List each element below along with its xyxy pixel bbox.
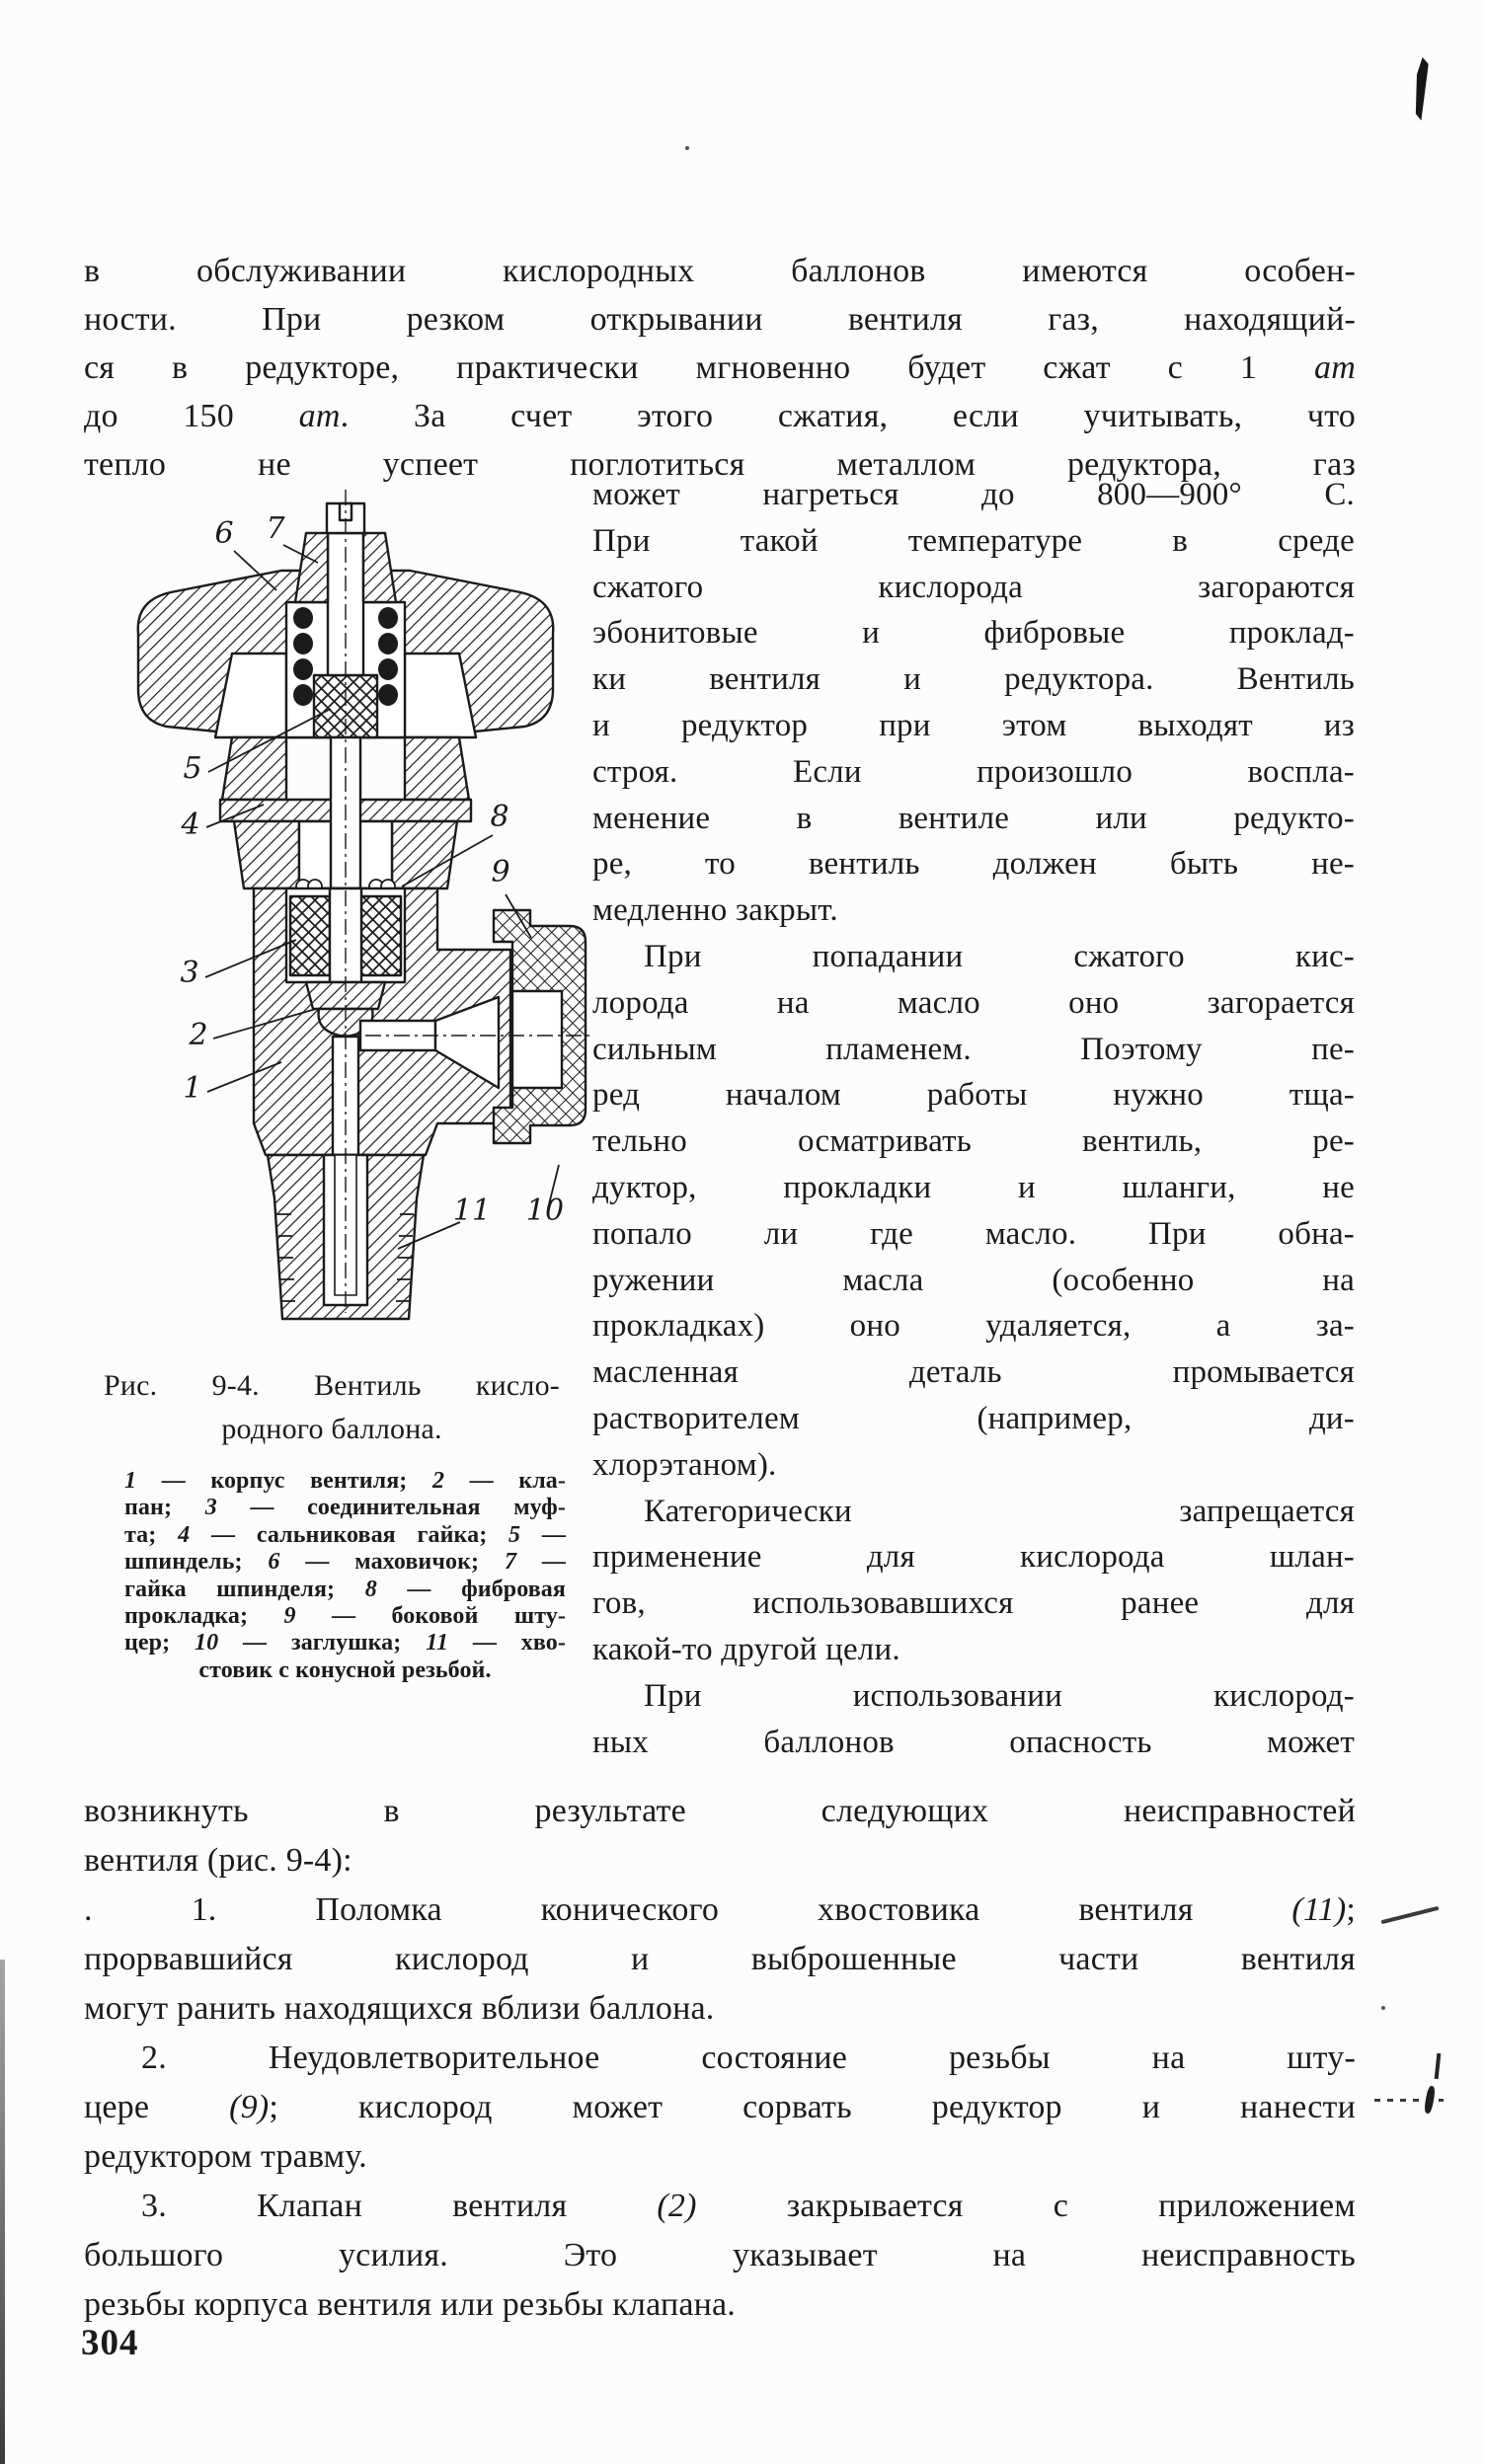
text-line: та; 4 — сальниковая гайка; 5 — (124, 1521, 566, 1548)
text-line: ки вентиля и редуктора. Вентиль (592, 661, 1355, 698)
text-line: тепло не успеет поглотиться металлом редуктора, газ (84, 446, 1356, 483)
text-line: ся в редукторе, практически мгновенно будет сжат с 1 ат (84, 349, 1356, 386)
right-column (592, 472, 1355, 1765)
text-line: хлорэтаном). (592, 1446, 777, 1483)
scan-mark (1435, 2053, 1442, 2079)
text-line: ности. При резком открывании вентиля газ, находящий- (84, 301, 1356, 338)
text-line: дуктор, прокладки и шланги, не (592, 1169, 1355, 1205)
page-number: 304 (81, 2323, 139, 2363)
text-line: прокладка; 9 — боковой шту- (124, 1603, 566, 1630)
text-line: При использовании кислород- (644, 1677, 1355, 1714)
text-line: может нагреться до 800—900° С. (592, 477, 1355, 512)
callout-number: 7 (266, 511, 285, 546)
coupling-right (361, 896, 401, 975)
text-line: попало ли где масло. При обна- (592, 1215, 1355, 1252)
text-line: ных баллонов опасность может (592, 1724, 1355, 1760)
scan-mark (685, 146, 689, 150)
text-line: прорвавшийся кислород и выброшенные части вентиля (84, 1941, 1356, 1977)
text-line: и редуктор при этом выходят из (592, 707, 1355, 743)
text-line: цер; 10 — заглушка; 11 — хво- (124, 1630, 566, 1656)
text-line: 1 — корпус вентиля; 2 — кла- (124, 1468, 566, 1494)
callout-number: 11 (452, 1194, 492, 1228)
callout-number: 3 (180, 956, 199, 990)
text-line: шпиндель; 6 — маховичок; 7 — (124, 1549, 566, 1576)
text-line: сжатого кислорода загораются (592, 569, 1355, 605)
coupling-left (290, 896, 330, 975)
callout-number: 4 (181, 808, 200, 842)
text-line: цере (9); кислород может сорвать редуктор и нанести (84, 2089, 1356, 2125)
figure-legend (124, 1468, 566, 1684)
text-line: ружении масла (особенно на (592, 1262, 1355, 1298)
text-line: эбонитовые и фибровые проклад- (592, 615, 1355, 652)
text-line: ре, то вентиль должен быть не- (592, 846, 1355, 883)
text-line: какой-то другой цели. (592, 1631, 900, 1667)
gland-nut-left (234, 821, 299, 888)
text-line: ред началом работы нужно тща- (592, 1077, 1355, 1114)
text-line: могут ранить находящихся вблизи баллона. (84, 1990, 715, 2027)
figure-valve-drawing (84, 464, 597, 1338)
figure-caption-line2: родного баллона. (221, 1413, 442, 1445)
callout-number: 2 (189, 1018, 208, 1052)
text-line: прокладках) оно удаляется, а за- (592, 1308, 1355, 1345)
scan-mark (1380, 1906, 1439, 1924)
callout-number: 9 (491, 855, 510, 889)
bonnet-right (405, 737, 469, 800)
bonnet-left (222, 737, 286, 800)
text-line: пан; 3 — соединительная муф- (124, 1495, 566, 1521)
text-line: применение для кислорода шлан- (592, 1539, 1355, 1576)
text-line: вентиля (рис. 9-4): (84, 1842, 352, 1879)
text-line: стовик с конусной резьбой. (198, 1656, 492, 1683)
callout-number: 6 (214, 516, 234, 551)
scan-edge-shadow (0, 1960, 5, 2464)
text-line: При такой температуре в среде (592, 522, 1355, 559)
figure-caption (104, 1364, 560, 1451)
text-line: сильным пламенем. Поэтому пе- (592, 1031, 1355, 1067)
figure-caption-line1: Рис. 9-4. Вентиль кисло- (104, 1369, 560, 1402)
text-line: менение в вентиле или редукто- (592, 800, 1355, 836)
callout-number: 1 (183, 1071, 202, 1106)
text-line: . 1. Поломка конического хвостовика вентиля (11); (84, 1891, 1356, 1928)
spindle-nut-right (363, 533, 396, 602)
spindle-nut-left (295, 533, 328, 602)
text-line: При попадании сжатого кис- (644, 938, 1355, 974)
callout-number: 5 (183, 751, 202, 786)
gland-nut-right (392, 821, 457, 888)
callout-number: 8 (490, 800, 509, 834)
text-line: строя. Если произошло воспла- (592, 753, 1355, 790)
top-paragraph (84, 247, 1356, 489)
scan-mark (1413, 57, 1429, 121)
text-line: медленно закрыт. (592, 892, 838, 929)
text-line: лорода на масло оно загорается (592, 984, 1355, 1021)
text-line: 2. Неудовлетворительное состояние резьбы на шту- (141, 2040, 1356, 2076)
text-line: растворителем (например, ди- (592, 1400, 1355, 1436)
fitting-socket (512, 991, 562, 1088)
text-line: возникнуть в результате следующих неисправностей (84, 1793, 1356, 1829)
text-line: 3. Клапан вентиля (2) закрывается с приложением (141, 2188, 1356, 2224)
text-line: в обслуживании кислородных баллонов имеются особен- (84, 253, 1356, 289)
text-line: Категорически запрещается (644, 1493, 1355, 1529)
text-line: редуктором травму. (84, 2138, 367, 2175)
text-line: масленная деталь промывается (592, 1354, 1355, 1391)
text-line: резьбы корпуса вентиля или резьбы клапана. (84, 2286, 737, 2323)
text-line: тельно осматривать вентиль, ре- (592, 1123, 1355, 1160)
bottom-paragraphs (84, 1787, 1356, 2330)
text-line: гов, использовавшихся ранее для (592, 1585, 1355, 1622)
text-line: до 150 ат. За счет этого сжатия, если учитывать, что (84, 398, 1357, 434)
text-line: гайка шпинделя; 8 — фибровая (124, 1576, 566, 1602)
scan-mark (1381, 2006, 1385, 2010)
callout-number: 10 (525, 1194, 565, 1228)
text-line: большого усилия. Это указывает на неисправность (84, 2237, 1356, 2273)
